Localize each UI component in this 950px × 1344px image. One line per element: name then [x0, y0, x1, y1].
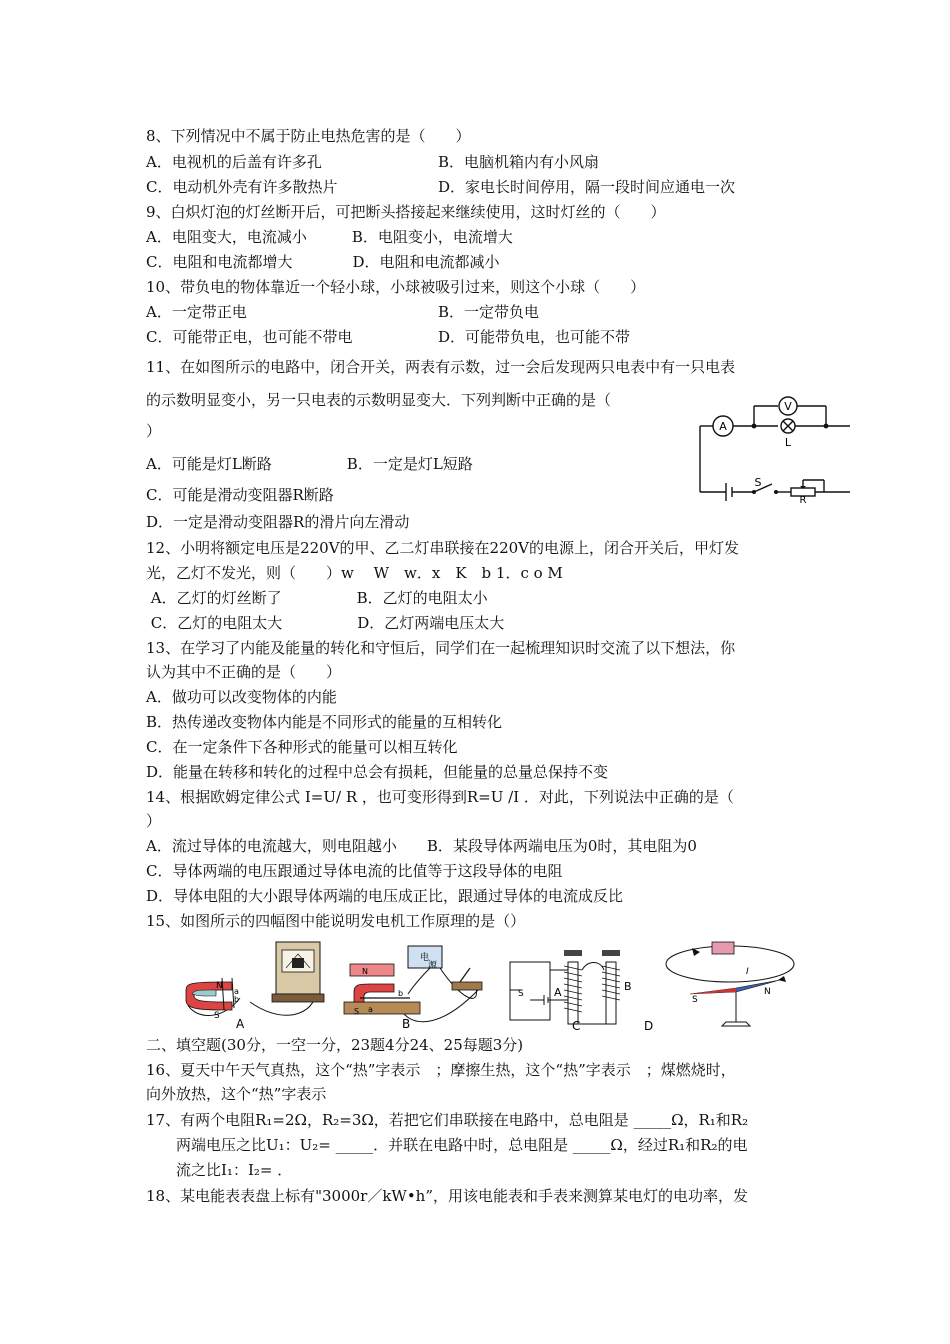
- q12-stem-line1: 12、小明将额定电压是220V的甲、乙二灯串联接在220V的电源上，闭合开关后，甲灯发: [146, 539, 740, 557]
- q10-stem: 10、带负电的物体靠近一个轻小球，小球被吸引过来，则这个小球（ ）: [146, 278, 646, 296]
- q14-option-d: D．导体电阻的大小跟导体两端的电压成正比，跟通过导体的电流成反比: [146, 887, 624, 905]
- q14-stem-line2: ）: [146, 812, 162, 830]
- q13-option-b: B．热传递改变物体内能是不同形式的能量的互相转化: [146, 713, 503, 731]
- q18-line1: 18、某电能表表盘上标有"3000r／kW•h”，用该电能表和手表来测算某电灯的电功率，发: [146, 1187, 749, 1205]
- q10-option-c: C．可能带正电，也可能不带电: [146, 328, 353, 346]
- q11-stem-line3: ）: [146, 422, 162, 440]
- q11-option-c: C．可能是滑动变阻器R断路: [146, 486, 334, 504]
- q12-stem-line2: 光，乙灯不发光，则（ ）w W w．x K b 1．c o M: [146, 564, 563, 582]
- q10-option-b: B．一定带负电: [438, 303, 540, 321]
- q15-figure-a: [180, 938, 326, 1030]
- q8-option-c: C．电动机外壳有许多散热片: [146, 178, 338, 196]
- q15-fig-b-box-label1: 电: [420, 953, 430, 963]
- q16-line2: 向外放热，这个“热”字表示: [146, 1085, 327, 1103]
- q15-fig-c-caption: C: [572, 1019, 581, 1033]
- q12-options-cd: C．乙灯的电阻太大 D．乙灯两端电压太大: [146, 614, 505, 632]
- q11-stem-line2: 的示数明显变小，另一只电表的示数明显变大．下列判断中正确的是（: [146, 391, 612, 409]
- q8-stem: 8、下列情况中不属于防止电热危害的是（ ）: [146, 127, 471, 145]
- q11-option-d: D．一定是滑动变阻器R的滑片向左滑动: [146, 513, 410, 531]
- q15-fig-b-s-label: S: [354, 1007, 360, 1016]
- q11-options-ab: A．可能是灯L断路 B．一定是灯L短路: [146, 455, 473, 473]
- q15-fig-b-b-label: b: [398, 989, 404, 998]
- section2-title: 二、填空题(30分，一空一分，23题4分24、25每题3分): [146, 1036, 524, 1054]
- q17-line3: 流之比I₁：I₂= ．: [176, 1161, 293, 1179]
- q15-figure-b: [340, 938, 500, 1030]
- q15-fig-d-n-label: N: [764, 987, 771, 997]
- q15-fig-a-b-label: b: [234, 995, 240, 1004]
- q10-option-d: D．可能带负电，也可能不带: [438, 328, 631, 346]
- q8-option-d: D．家电长时间停用，隔一段时间应通电一次: [438, 178, 736, 196]
- q12-options-ab: A．乙灯的灯丝断了 B．乙灯的电阻太小: [146, 589, 488, 607]
- q15-fig-b-box-label2: 源: [428, 961, 438, 971]
- q15-fig-b-caption: B: [402, 1017, 411, 1031]
- q11-rheostat-label: R: [799, 495, 807, 506]
- q17-line2: 两端电压之比U₁：U₂= _____．并联在电路中时，总电阻是 _____Ω，经过R₁和R₂的电: [176, 1136, 748, 1154]
- q9-options-ab: A．电阻变大，电流减小 B．电阻变小，电流增大: [146, 228, 513, 246]
- q16-line1: 16、夏天中午天气真热，这个“热”字表示 ；摩擦生热，这个“热”字表示 ；煤燃烧时，: [146, 1061, 736, 1079]
- q11-ammeter-label: A: [719, 420, 727, 433]
- q11-voltmeter-label: V: [784, 400, 792, 413]
- q9-stem: 9、白炽灯泡的灯丝断开后，可把断头搭接起来继续使用，这时灯丝的（ ）: [146, 203, 666, 221]
- q8-option-a: A．电视机的后盖有许多孔: [146, 153, 322, 171]
- q14-stem-line1: 14、根据欧姆定律公式 I=U/ R ，也可变形得到R=U /I ．对此，下列说法中正确的是（: [146, 788, 734, 806]
- q15-fig-d-caption: D: [644, 1019, 654, 1033]
- q13-option-d: D．能量在转移和转化的过程中总会有损耗，但能量的总量总保持不变: [146, 763, 609, 781]
- q11-switch-label: S: [754, 476, 762, 489]
- q15-fig-c-s-label: S: [518, 989, 524, 999]
- q15-fig-d-i-label: I: [746, 967, 749, 977]
- q9-options-cd: C．电阻和电流都增大 D．电阻和电流都减小: [146, 253, 500, 271]
- q15-fig-a-caption: A: [236, 1017, 245, 1031]
- q15-stem: 15、如图所示的四幅图中能说明发电机工作原理的是（）: [146, 912, 526, 930]
- q13-option-c: C．在一定条件下各种形式的能量可以相互转化: [146, 738, 458, 756]
- q15-fig-c-a-label: A: [554, 986, 562, 999]
- q15-fig-a-n-label: N: [216, 981, 223, 991]
- q15-fig-a-a-label: a: [234, 987, 239, 996]
- q15-fig-c-b-label: B: [624, 980, 632, 993]
- q13-option-a: A．做功可以改变物体的内能: [146, 688, 337, 706]
- q11-stem-line1: 11、在如图所示的电路中，闭合开关，两表有示数，过一会后发现两只电表中有一只电表: [146, 358, 736, 376]
- q11-circuit-figure: [696, 394, 850, 506]
- q13-stem-line2: 认为其中不正确的是（ ）: [146, 663, 342, 681]
- q15-fig-b-n-label: N: [362, 967, 368, 976]
- q15-figure-d: [660, 930, 810, 1030]
- q13-stem-line1: 13、在学习了内能及能量的转化和守恒后，同学们在一起梳理知识时交流了以下想法，你: [146, 639, 736, 657]
- q8-option-b: B．电脑机箱内有小风扇: [438, 153, 600, 171]
- q17-line1: 17、有两个电阻R₁=2Ω，R₂=3Ω，若把它们串联接在电路中，总电阻是 _____Ω，R₁和R₂: [146, 1111, 749, 1129]
- q11-lamp-label: L: [784, 436, 792, 449]
- q14-options-ab: A．流过导体的电流越大，则电阻越小 B．某段导体两端电压为0时，其电阻为0: [146, 837, 697, 855]
- q14-option-c: C．导体两端的电压跟通过导体电流的比值等于这段导体的电阻: [146, 862, 563, 880]
- q10-option-a: A．一定带正电: [146, 303, 247, 321]
- q15-fig-a-s-label: S: [214, 1011, 220, 1021]
- q15-fig-b-a-label: a: [368, 1005, 373, 1014]
- q15-figure-c: [504, 940, 656, 1033]
- q15-fig-d-s-label: S: [692, 995, 698, 1005]
